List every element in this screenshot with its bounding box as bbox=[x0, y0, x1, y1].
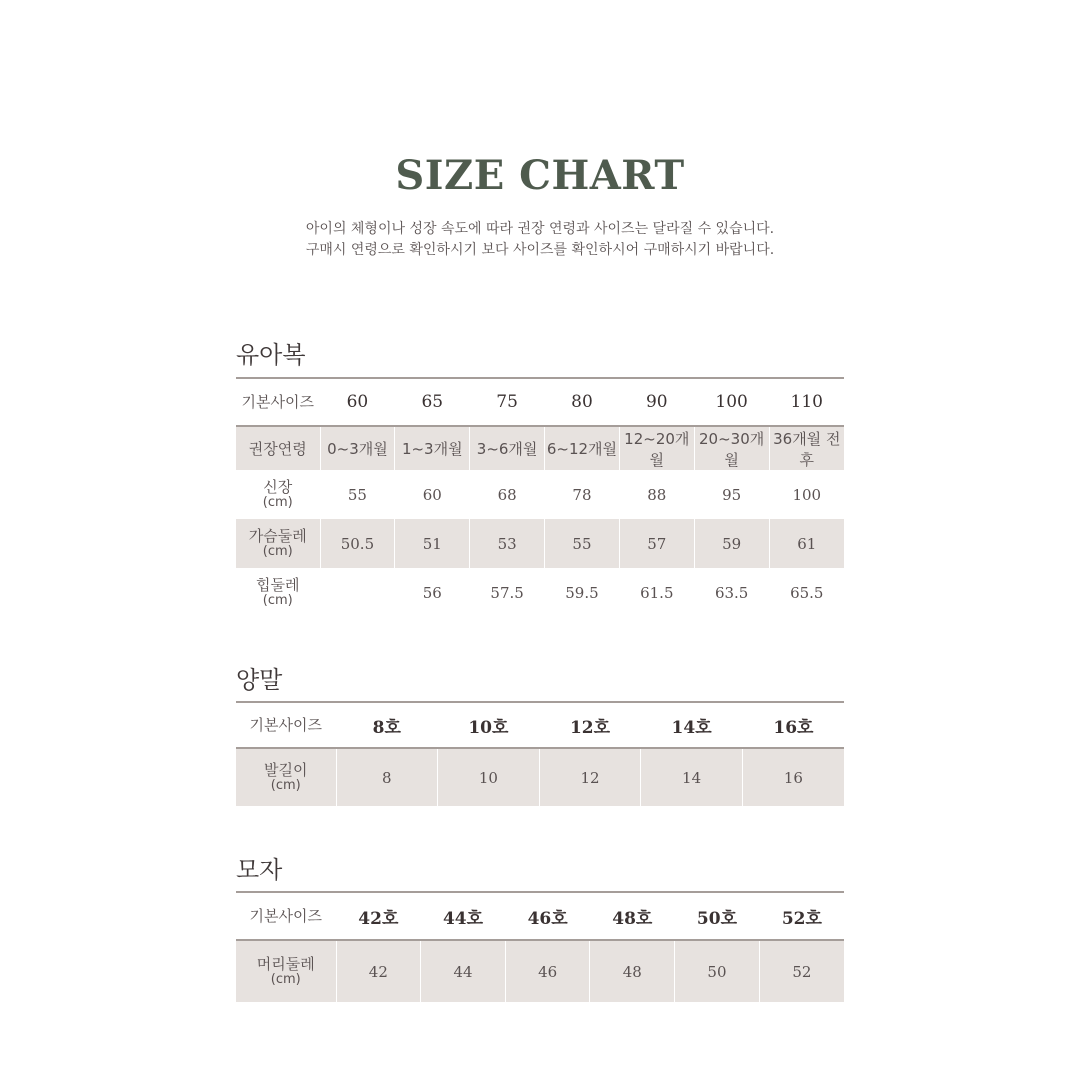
table-row bbox=[236, 748, 844, 806]
size-value: 100 bbox=[694, 378, 769, 426]
table-row bbox=[236, 426, 844, 470]
chest-unit: (cm) bbox=[262, 543, 293, 559]
height-value: 100 bbox=[769, 470, 844, 519]
age-value: 20~30개월 bbox=[694, 426, 769, 470]
baby-size-table bbox=[236, 377, 844, 618]
socks-size-table bbox=[236, 701, 844, 806]
head-value: 52 bbox=[759, 940, 844, 1002]
height-unit: (cm) bbox=[262, 494, 293, 510]
chest-value: 57 bbox=[619, 519, 694, 568]
foot-unit: (cm) bbox=[270, 777, 301, 793]
table-row bbox=[236, 519, 844, 568]
baby-section-title: 유아복 bbox=[236, 341, 306, 369]
age-value: 0~3개월 bbox=[320, 426, 395, 470]
hip-value: 61.5 bbox=[619, 568, 694, 618]
table-row bbox=[236, 378, 844, 426]
size-value: 50호 bbox=[675, 892, 760, 940]
foot-value: 14 bbox=[641, 748, 743, 806]
chest-value: 51 bbox=[395, 519, 470, 568]
hat-section-title: 모자 bbox=[236, 856, 283, 884]
foot-value: 8 bbox=[336, 748, 438, 806]
hip-label-text: 힙둘레 bbox=[256, 576, 300, 594]
height-label-text: 신장 bbox=[263, 477, 293, 496]
height-value: 95 bbox=[694, 470, 769, 519]
head-label-text: 머리둘레 bbox=[256, 954, 315, 973]
chest-label bbox=[236, 519, 320, 568]
head-label bbox=[236, 940, 336, 1002]
size-value: 12호 bbox=[539, 702, 641, 748]
height-value: 60 bbox=[395, 470, 470, 519]
socks-section-title: 양말 bbox=[236, 666, 283, 694]
age-value: 1~3개월 bbox=[395, 426, 470, 470]
size-value: 16호 bbox=[742, 702, 844, 748]
age-value: 12~20개월 bbox=[619, 426, 694, 470]
base-size-label: 기본사이즈 bbox=[236, 702, 336, 748]
head-value: 46 bbox=[505, 940, 590, 1002]
intro-line-2: 구매시 연령으로 확인하시기 보다 사이즈를 확인하시어 구매하시기 바랍니다. bbox=[305, 242, 775, 258]
hip-value: 65.5 bbox=[769, 568, 844, 618]
size-value: 14호 bbox=[641, 702, 743, 748]
hip-value: 63.5 bbox=[694, 568, 769, 618]
foot-value: 12 bbox=[539, 748, 641, 806]
size-value: 10호 bbox=[438, 702, 540, 748]
size-value: 90 bbox=[619, 378, 694, 426]
chest-value: 53 bbox=[470, 519, 545, 568]
chest-label-text: 가슴둘레 bbox=[248, 526, 307, 545]
age-value: 6~12개월 bbox=[545, 426, 620, 470]
hip-value: 57.5 bbox=[470, 568, 545, 618]
foot-label-text: 발길이 bbox=[264, 760, 308, 779]
size-value: 48호 bbox=[590, 892, 675, 940]
hip-value bbox=[320, 568, 395, 618]
head-value: 44 bbox=[421, 940, 506, 1002]
table-row bbox=[236, 892, 844, 940]
head-unit: (cm) bbox=[270, 971, 301, 987]
hip-value: 59.5 bbox=[545, 568, 620, 618]
head-value: 42 bbox=[336, 940, 421, 1002]
page-title: SIZE CHART bbox=[395, 152, 685, 199]
table-row bbox=[236, 470, 844, 519]
hip-label bbox=[236, 568, 320, 618]
height-value: 78 bbox=[545, 470, 620, 519]
chest-value: 55 bbox=[545, 519, 620, 568]
table-row bbox=[236, 940, 844, 1002]
chest-value: 50.5 bbox=[320, 519, 395, 568]
foot-value: 16 bbox=[742, 748, 844, 806]
size-value: 75 bbox=[470, 378, 545, 426]
hat-size-table bbox=[236, 891, 844, 1002]
height-label bbox=[236, 470, 320, 519]
age-value: 36개월 전후 bbox=[769, 426, 844, 470]
hip-value: 56 bbox=[395, 568, 470, 618]
head-value: 48 bbox=[590, 940, 675, 1002]
table-row bbox=[236, 702, 844, 748]
intro-line-1: 아이의 체형이나 성장 속도에 따라 권장 연령과 사이즈는 달라질 수 있습니다. bbox=[305, 221, 775, 237]
hip-unit: (cm) bbox=[262, 593, 293, 608]
table-row bbox=[236, 568, 844, 618]
age-value: 3~6개월 bbox=[470, 426, 545, 470]
size-value: 44호 bbox=[421, 892, 506, 940]
size-value: 60 bbox=[320, 378, 395, 426]
height-value: 88 bbox=[619, 470, 694, 519]
size-value: 42호 bbox=[336, 892, 421, 940]
size-value: 80 bbox=[545, 378, 620, 426]
size-value: 65 bbox=[395, 378, 470, 426]
height-value: 55 bbox=[320, 470, 395, 519]
base-size-label: 기본사이즈 bbox=[236, 892, 336, 940]
head-value: 50 bbox=[675, 940, 760, 1002]
size-value: 46호 bbox=[505, 892, 590, 940]
base-size-label: 기본사이즈 bbox=[236, 378, 320, 426]
size-value: 52호 bbox=[759, 892, 844, 940]
foot-label bbox=[236, 748, 336, 806]
chest-value: 59 bbox=[694, 519, 769, 568]
foot-value: 10 bbox=[438, 748, 540, 806]
height-value: 68 bbox=[470, 470, 545, 519]
size-value: 110 bbox=[769, 378, 844, 426]
chest-value: 61 bbox=[769, 519, 844, 568]
age-label: 권장연령 bbox=[236, 426, 320, 470]
intro-text bbox=[0, 219, 1080, 261]
size-value: 8호 bbox=[336, 702, 438, 748]
